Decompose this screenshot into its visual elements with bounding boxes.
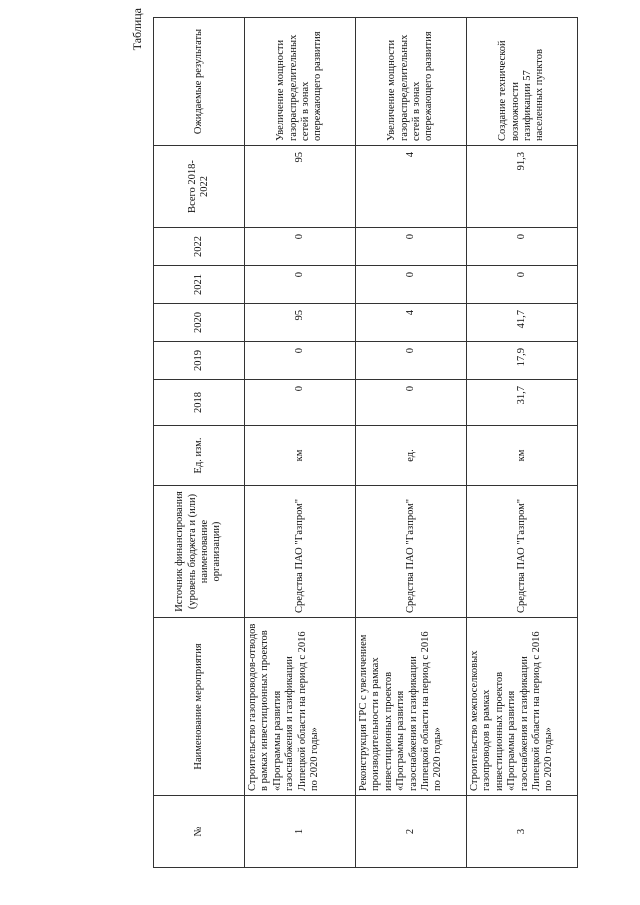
row-num: 1 — [245, 796, 356, 868]
row-name: Реконструкция ГРС с увеличением производительности в рамках инвестиционных проектов «Программы развития газоснабжения и газификации Липецкой области на период с 2016 по 2020 годы» — [356, 618, 467, 796]
table-header-row — [154, 18, 245, 868]
header-unit: Ед. изм. — [154, 426, 245, 486]
header-source: Источник финансирования (уровень бюджета и (или) наименование организации) — [154, 486, 245, 618]
row-2018: 0 — [245, 380, 356, 426]
row-2019: 0 — [245, 342, 356, 380]
header-name: Наименование мероприятия — [154, 618, 245, 796]
row-2021: 0 — [356, 266, 467, 304]
row-2022: 0 — [467, 228, 578, 266]
row-source: Средства ПАО "Газпром" — [356, 486, 467, 618]
row-unit: км — [245, 426, 356, 486]
header-total: Всего 2018-2022 — [154, 146, 245, 228]
table-row — [245, 18, 356, 868]
row-source: Средства ПАО "Газпром" — [467, 486, 578, 618]
row-unit: км — [467, 426, 578, 486]
row-result: Создание технической возможности газификации 57 населенных пунктов — [467, 18, 578, 146]
row-2022: 0 — [356, 228, 467, 266]
row-total: 91,3 — [467, 146, 578, 228]
row-2020: 95 — [245, 304, 356, 342]
row-num: 3 — [467, 796, 578, 868]
row-2018: 31,7 — [467, 380, 578, 426]
header-result: Ожидаемые результаты — [154, 18, 245, 146]
row-2018: 0 — [356, 380, 467, 426]
table-row — [467, 18, 578, 868]
header-num: № — [154, 796, 245, 868]
row-name: Строительство межпоселковых газопроводов в рамках инвестиционных проектов «Программы развития газоснабжения и газификации Липецкой области на период с 2016 по 2020 годы» — [467, 618, 578, 796]
header-2022: 2022 — [154, 228, 245, 266]
measures-table — [153, 17, 578, 868]
row-2019: 0 — [356, 342, 467, 380]
row-2022: 0 — [245, 228, 356, 266]
header-2018: 2018 — [154, 380, 245, 426]
row-2020: 4 — [356, 304, 467, 342]
row-2021: 0 — [245, 266, 356, 304]
table-row — [356, 18, 467, 868]
table-caption: Таблица — [130, 8, 144, 51]
header-2020: 2020 — [154, 304, 245, 342]
row-total: 4 — [356, 146, 467, 228]
row-name: Строительство газопроводов-отводов в рамках инвестиционных проектов «Программы развития газоснабжения и газификации Липецкой области на период с 2016 по 2020 годы» — [245, 618, 356, 796]
row-2020: 41,7 — [467, 304, 578, 342]
header-2021: 2021 — [154, 266, 245, 304]
row-num: 2 — [356, 796, 467, 868]
row-total: 95 — [245, 146, 356, 228]
row-result: Увеличение мощности газораспределительных сетей в зонах опережающего развития — [245, 18, 356, 146]
row-2019: 17,9 — [467, 342, 578, 380]
row-2021: 0 — [467, 266, 578, 304]
row-source: Средства ПАО "Газпром" — [245, 486, 356, 618]
row-result: Увеличение мощности газораспределительных сетей в зонах опережающего развития — [356, 18, 467, 146]
row-unit: ед. — [356, 426, 467, 486]
header-2019: 2019 — [154, 342, 245, 380]
